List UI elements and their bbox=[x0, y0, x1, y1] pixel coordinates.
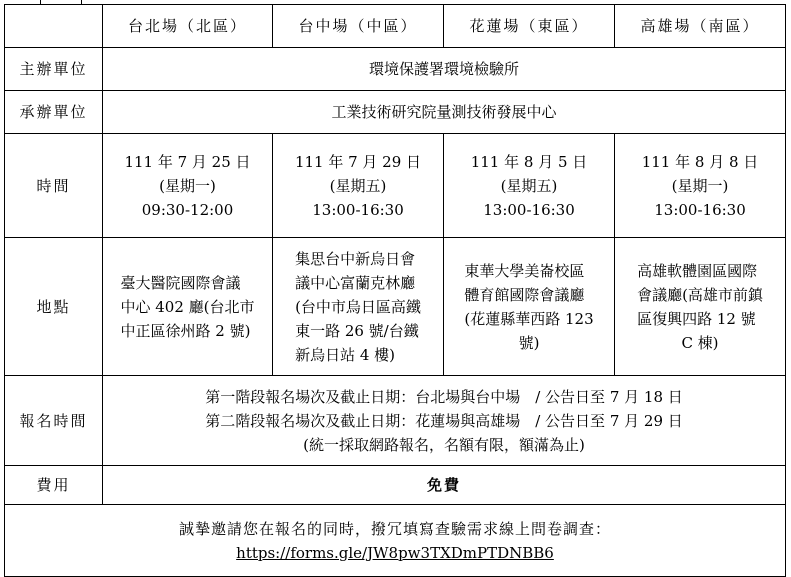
time-cell-taichung bbox=[273, 134, 444, 238]
registration-value bbox=[103, 376, 786, 466]
location-line: 新烏日站 4 樓) bbox=[295, 345, 395, 364]
survey-cell bbox=[5, 505, 786, 577]
session-hours: 09:30-12:00 bbox=[141, 200, 234, 219]
location-line: 集思台中新烏日會 bbox=[295, 249, 416, 268]
session-weekday: (星期一) bbox=[671, 176, 729, 195]
fee-row bbox=[5, 466, 786, 505]
session-date: 111 年 7 月 25 日 bbox=[124, 152, 251, 171]
co-organizer-row bbox=[5, 91, 786, 134]
location-text bbox=[464, 259, 593, 355]
registration-phase-2: 第二階段報名場次及截止日期：花蓮場與高雄場 / 公告日至 7 月 29 日 bbox=[205, 411, 683, 430]
location-line: (花蓮縣華西路 123 bbox=[464, 309, 594, 328]
session-date: 111 年 8 月 5 日 bbox=[470, 152, 588, 171]
location-line: 東一路 26 號/台鐵 bbox=[295, 321, 419, 340]
venue-header-row bbox=[5, 5, 786, 48]
location-cell-taichung bbox=[273, 238, 444, 376]
seminar-info-table bbox=[4, 4, 786, 577]
session-hours: 13:00-16:30 bbox=[312, 200, 404, 219]
session-date: 111 年 8 月 8 日 bbox=[641, 152, 759, 171]
venue-header-kaohsiung: 高雄場（南區） bbox=[615, 5, 786, 48]
location-line: 高雄軟體園區國際 bbox=[637, 261, 758, 280]
survey-row bbox=[5, 505, 786, 577]
location-line: 議中心富蘭克林廳 bbox=[295, 273, 416, 292]
location-text bbox=[637, 259, 763, 355]
venue-header-taipei: 台北場（北區） bbox=[103, 5, 273, 48]
venue-header-hualien: 花蓮場（東區） bbox=[444, 5, 615, 48]
time-cell-hualien bbox=[444, 134, 615, 238]
venue-header-taichung: 台中場（中區） bbox=[273, 5, 444, 48]
location-line: 區復興四路 12 號 bbox=[637, 309, 756, 328]
corner-cell bbox=[5, 5, 103, 48]
location-line: (台中市烏日區高鐵 bbox=[295, 297, 421, 316]
session-hours: 13:00-16:30 bbox=[654, 200, 746, 219]
registration-note: (統一採取網路報名，名額有限，額滿為止) bbox=[303, 435, 585, 454]
fee-label: 費用 bbox=[5, 466, 103, 505]
location-line: 體育館國際會議廳 bbox=[464, 285, 585, 304]
location-line: 臺大醫院國際會議 bbox=[120, 273, 241, 292]
location-line: 東華大學美崙校區 bbox=[464, 261, 585, 280]
location-label: 地點 bbox=[5, 238, 103, 376]
session-weekday: (星期五) bbox=[500, 176, 558, 195]
organizer-row bbox=[5, 48, 786, 91]
time-label: 時間 bbox=[5, 134, 103, 238]
fee-value: 免費 bbox=[103, 466, 786, 505]
survey-link[interactable]: https://forms.gle/JW8pw3TXDmPTDNBB6 bbox=[236, 543, 554, 562]
session-hours: 13:00-16:30 bbox=[483, 200, 575, 219]
location-cell-hualien bbox=[444, 238, 615, 376]
co-organizer-value: 工業技術研究院量測技術發展中心 bbox=[103, 91, 786, 134]
location-cell-taipei bbox=[103, 238, 273, 376]
location-line: 會議廳(高雄市前鎮 bbox=[637, 285, 763, 304]
location-row bbox=[5, 238, 786, 376]
location-line: 號) bbox=[518, 333, 540, 352]
location-line: 中正區徐州路 2 號) bbox=[120, 321, 251, 340]
time-cell-taipei bbox=[103, 134, 273, 238]
session-weekday: (星期五) bbox=[329, 176, 387, 195]
session-weekday: (星期一) bbox=[159, 176, 216, 195]
location-text bbox=[120, 271, 254, 343]
registration-label: 報名時間 bbox=[5, 376, 103, 466]
co-organizer-label: 承辦單位 bbox=[5, 91, 103, 134]
registration-phase-1: 第一階段報名場次及截止日期：台北場與台中場 / 公告日至 7 月 18 日 bbox=[205, 387, 683, 406]
location-line: C 棟) bbox=[681, 333, 719, 352]
organizer-value: 環境保護署環境檢驗所 bbox=[103, 48, 786, 91]
session-date: 111 年 7 月 29 日 bbox=[294, 152, 422, 171]
time-row bbox=[5, 134, 786, 238]
time-cell-kaohsiung bbox=[615, 134, 786, 238]
survey-invite: 誠摯邀請您在報名的同時，撥冗填寫查驗需求線上問卷調查： bbox=[178, 519, 611, 538]
location-line: 中心 402 廳(台北市 bbox=[120, 297, 255, 316]
location-text bbox=[295, 247, 421, 367]
organizer-label: 主辦單位 bbox=[5, 48, 103, 91]
location-cell-kaohsiung bbox=[615, 238, 786, 376]
registration-row bbox=[5, 376, 786, 466]
